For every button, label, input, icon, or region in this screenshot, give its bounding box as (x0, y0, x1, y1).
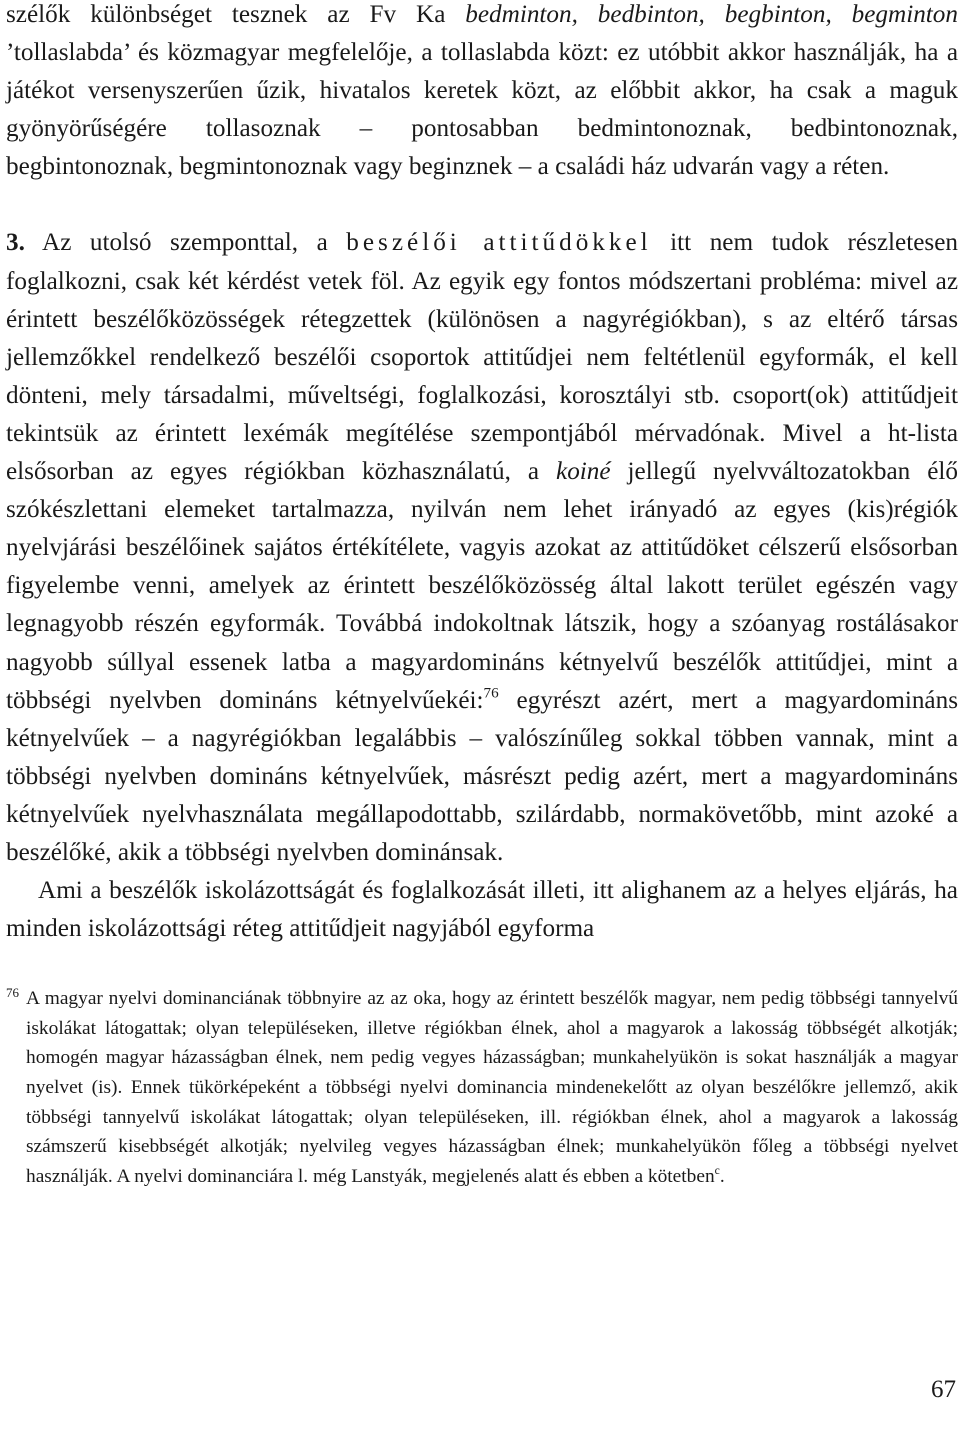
footnote-text-b: . (719, 1165, 725, 1187)
paragraph-3-text: Ami a beszélők iskolázottságát és foglalkozását illeti, itt alighanem az a helyes eljárás, ha minden iskolázottsági réteg attitűdjeit nagyjából egyforma (6, 877, 958, 943)
spaced-term: beszélői attitűdökkel (346, 229, 652, 257)
footnote-text-a: A magyar nyelvi dominanciának többnyire az az oka, hogy az érintett beszélők magyar, nem pedig többségi tannyelvű iskolákat látogattak; olyan településeken, illetve régiókban élnek, ahol a magyarok a lakosság többségét alkotják; homogén magyar házasságban élnek, nem pedig vegyes házasságban; munkahelyükön is sokat használják a magyar nyelvet (is). Ennek tükörképeként a többségi nyelvi dominancia mindenekelőtt az olyan beszélőkre jellemző, akik többségi tannyelvű iskolákat látogattak; olyan településeken, ill. régiókban élnek, ahol a magyarok a lakosság számszerű kisebbségét alkotják; nyelvileg vegyes házasságban élnek; munkahelyükön főleg a többségi nyelvet használják. A nyelvi dominanciára l. még Lanstyák, megjelenés alatt és ebben a kötetben (26, 988, 958, 1187)
section-number: 3. (6, 229, 25, 257)
footnote (6, 984, 958, 1191)
footnote-text (26, 984, 958, 1191)
footnote-number: 76 (6, 985, 19, 1001)
paragraph-2-italic: koiné (556, 458, 611, 486)
page (6, 0, 958, 1191)
paragraph-2-text-b: itt nem tudok részletesen foglalkozni, csak két kérdést vetek föl. Az egyik egy fontos módszertani probléma: mivel az érintett beszélőközösségek rétegzettek (különösen a nagyrégiókban), s az eltérő társas jellemzőkkel rendelkező beszélői csoportok attitűdjei nem feltétlenül egyformák, el kell dönteni, mely társadalmi, műveltségi, foglalkozási, korosztályi stb. csoport(ok) attitűdjeit tekintsük az érintett lexémák megítélése szempontjából mérvadónak. Mivel a ht-lista elsősorban az egyes régiókban közhasználatú, a (6, 229, 958, 486)
footnote-reference[interactable]: 76 (483, 685, 499, 702)
paragraph-1-text-b: ’tollaslabda’ és közmagyar megfelelője, a tollaslabda közt: ez utóbbit akkor használják, ha a játékot versenyszerűen űzik, hivatalos keretek közt, az előbbit akkor, ha csak a maguk gyönyörűségére tollasoznak – pontosabban bedmintonoznak, bedbintonoznak, begbintonoznak, begmintonoznak vagy beginznek – a családi ház udvarán vagy a réten. (6, 39, 958, 181)
footnote-superscript: c (714, 1163, 720, 1177)
main-text (6, 0, 958, 948)
page-number: 67 (931, 1376, 956, 1403)
paragraph-1-italic: bedminton, bedbinton, begbinton, begminton (465, 1, 958, 28)
footnote-spacer (6, 948, 958, 984)
paragraph-1-text-a: szélők különbséget tesznek az Fv Ka (6, 1, 466, 28)
paragraph-2 (6, 224, 958, 872)
paragraph-2-text-d: egyrészt azért, mert a magyardomináns kétnyelvűek – a nagyrégiókban legalábbis – valószínűleg sokkal többen vannak, mint a többségi nyelvben domináns kétnyelvűek, másrészt pedig azért, mert a magyardomináns kétnyelvűek nyelvhasználata megállapodottabb, szilárdabb, normakövetőbb, mint azoké a beszélőké, akik a többségi nyelvben dominánsak. (6, 686, 958, 866)
paragraph-2-text-c: jellegű nyelvváltozatokban élő szókészlettani elemeket tartalmazza, nyilván nem lehet irányadó az egyes (kis)régiók nyelvjárási beszélőinek sajátos értékítélete, vagyis azokat az attitűdöket célszerű elsősorban figyelembe venni, amelyek az érintett beszélőközösség által lakott terület egészén vagy legnagyobb részén egyformák. Továbbá indokoltnak látszik, hogy a szóanyag rostálásakor nagyobb súllyal essenek latba a magyardomináns kétnyelvű beszélők attitűdjei, mint a többségi nyelvben domináns kétnyelvűekéi: (6, 458, 958, 714)
paragraph-3 (6, 872, 958, 948)
paragraph-2-text-a: Az utolsó szemponttal, a (24, 229, 347, 257)
paragraph-1 (6, 0, 958, 186)
